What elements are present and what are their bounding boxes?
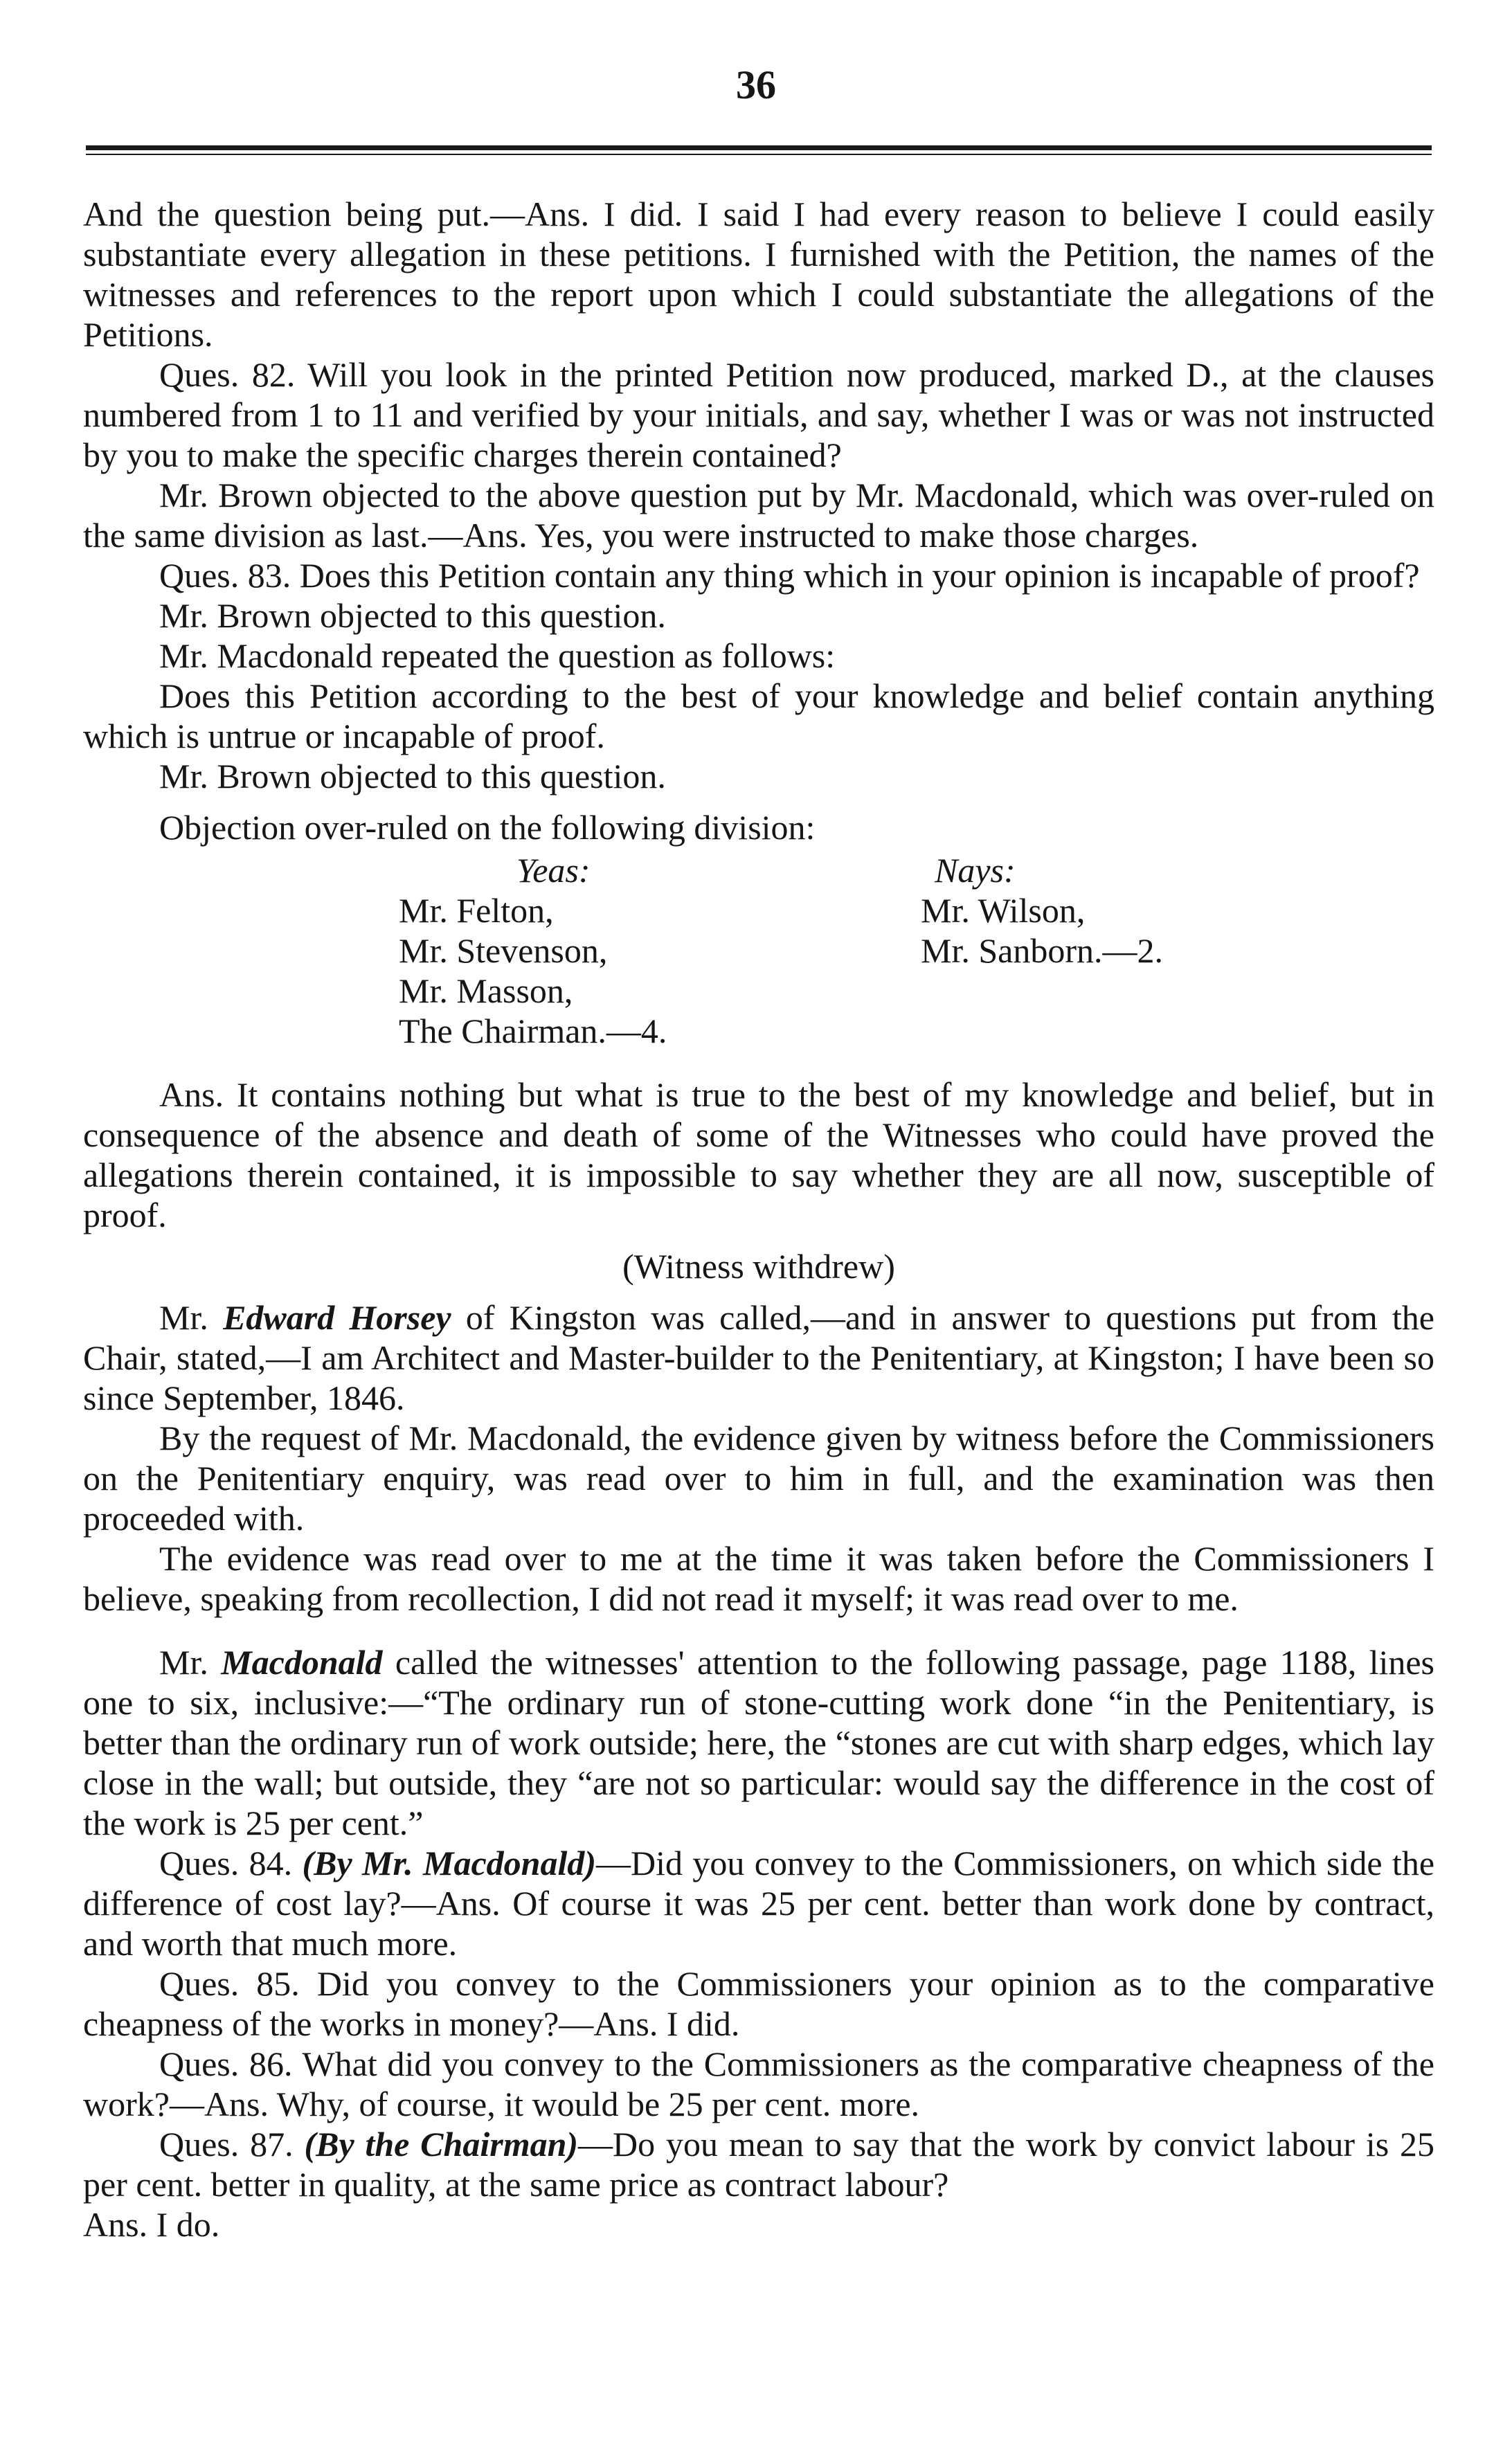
paragraph-question-83: Ques. 83. Does this Petition contain any thing which in your opinion is incapable of proof? — [159, 556, 1420, 595]
horsey-title: Mr. — [159, 1298, 208, 1337]
question-text: —Did you convey to the Commissioners, on which side the difference of cost lay?—Ans. Of course it was 25 per cent. better than work done by contract, and worth that much more. — [83, 1844, 1435, 1963]
paragraph-repeat-question: Mr. Macdonald repeated the question as follows: — [159, 636, 836, 675]
yeas-column — [399, 850, 667, 1051]
spacer — [83, 1051, 1434, 1074]
spacer — [83, 1235, 1434, 1246]
questioner: (By Mr. Macdonald) — [302, 1844, 597, 1882]
witness-withdrew: (Witness withdrew) — [622, 1247, 895, 1286]
passage-text: called the witnesses' attention to the following passage, page 1188, lines one to six, inclusive:—“The ordinary run of stone-cutting work done “in the Penitentiary, is better than the ordinary run of work outside; here, the “stones are cut with sharp edges, which lay close in the wall; but outside, they “are not so particular: would say the difference in the cost of the work is 25 per cent.” — [83, 1643, 1435, 1842]
paragraph-division-intro: Objection over-ruled on the following division: — [159, 808, 816, 847]
yeas-heading: Yeas: — [516, 851, 591, 890]
nay-member: Mr. Wilson, — [921, 891, 1086, 930]
document-body — [83, 194, 1434, 2245]
paragraph-objection-83: Mr. Brown objected to this question. — [159, 596, 666, 635]
paragraph-objection-repeat: Mr. Brown objected to this question. — [159, 757, 666, 795]
nay-member: Mr. Sanborn.—2. — [921, 931, 1163, 970]
paragraph-evidence-read: The evidence was read over to me at the time it was taken before the Commissioners I believe, speaking from recollection, I did not read it myself; it was read over to me. — [83, 1539, 1434, 1618]
passage-title: Mr. — [159, 1643, 208, 1682]
yea-member: Mr. Felton, — [399, 891, 554, 930]
examiner-name: Macdonald — [221, 1643, 383, 1682]
paragraph-repeated-question: Does this Petition according to the best of your knowledge and belief contain anything which is untrue or incapable of proof. — [83, 676, 1434, 755]
header-rule-thin — [86, 154, 1432, 155]
question-text: —Do you mean to say that the work by convict labour is 25 per cent. better in quality, at the same price as contract labour? — [83, 2125, 1435, 2204]
paragraph-question-84 — [83, 1843, 1434, 1963]
answer-text: Ans. I do. — [83, 2205, 220, 2244]
paragraph-horsey-called — [83, 1297, 1434, 1418]
nays-heading: Nays: — [935, 851, 1016, 890]
paragraph-answer-81: And the question being put.—Ans. I did. I said I had every reason to believe I could easily substantiate every allegation in these petitions. I furnished with the Petition, the names of the witnesses and references to the report upon which I could substantiate the allegations of the Petitions. — [83, 195, 1434, 354]
spacer — [83, 796, 1434, 807]
question-number: Ques. 84. — [159, 1844, 293, 1882]
horsey-statement: of Kingston was called,—and in answer to questions put from the Chair, stated,—I am Architect and Master-builder to the Penitentiary, at Kingston; I have been so since September, 1846. — [83, 1298, 1435, 1417]
paragraph-question-87 — [83, 2124, 1434, 2245]
nays-column — [921, 850, 1163, 971]
division-vote — [83, 850, 1434, 1051]
page-number: 36 — [736, 62, 776, 107]
paragraph-question-85: Ques. 85. Did you convey to the Commissioners your opinion as to the comparative cheapness of the works in money?—Ans. I did. — [83, 1964, 1434, 2043]
paragraph-question-86: Ques. 86. What did you convey to the Commissioners as the comparative cheapness of the work?—Ans. Why, of course, it would be 25 per cent. more. — [83, 2044, 1434, 2123]
paragraph-question-82: Ques. 82. Will you look in the printed Petition now produced, marked D., at the clauses numbered from 1 to 11 and verified by your initials, and say, whether I was or was not instructed by you to make the specific charges therein contained? — [83, 355, 1434, 474]
question-number: Ques. 87. — [159, 2125, 294, 2164]
paragraph-evidence-request: By the request of Mr. Macdonald, the evidence given by witness before the Commissioners on the Penitentiary enquiry, was read over to him in full, and the examination was then proceeded with. — [83, 1419, 1434, 1538]
witness-name: Edward Horsey — [223, 1298, 451, 1337]
spacer — [83, 1286, 1434, 1297]
yea-member: The Chairman.—4. — [399, 1011, 667, 1050]
questioner: (By the Chairman) — [304, 2125, 579, 2164]
header-rule-thick — [86, 145, 1432, 150]
paragraph-objection-82: Mr. Brown objected to the above question put by Mr. Macdonald, which was over-ruled on the same division as last.—Ans. Yes, you were instructed to make those charges. — [83, 476, 1434, 555]
spacer — [83, 1619, 1434, 1642]
paragraph-passage-quote — [83, 1642, 1434, 1843]
paragraph-answer-83: Ans. It contains nothing but what is true to the best of my knowledge and belief, but in consequence of the absence and death of some of the Witnesses who could have proved the allegations therein contained, it is impossible to say whether they are all now, susceptible of proof. — [83, 1075, 1434, 1234]
yea-member: Mr. Stevenson, — [399, 931, 608, 970]
yea-member: Mr. Masson, — [399, 971, 573, 1010]
